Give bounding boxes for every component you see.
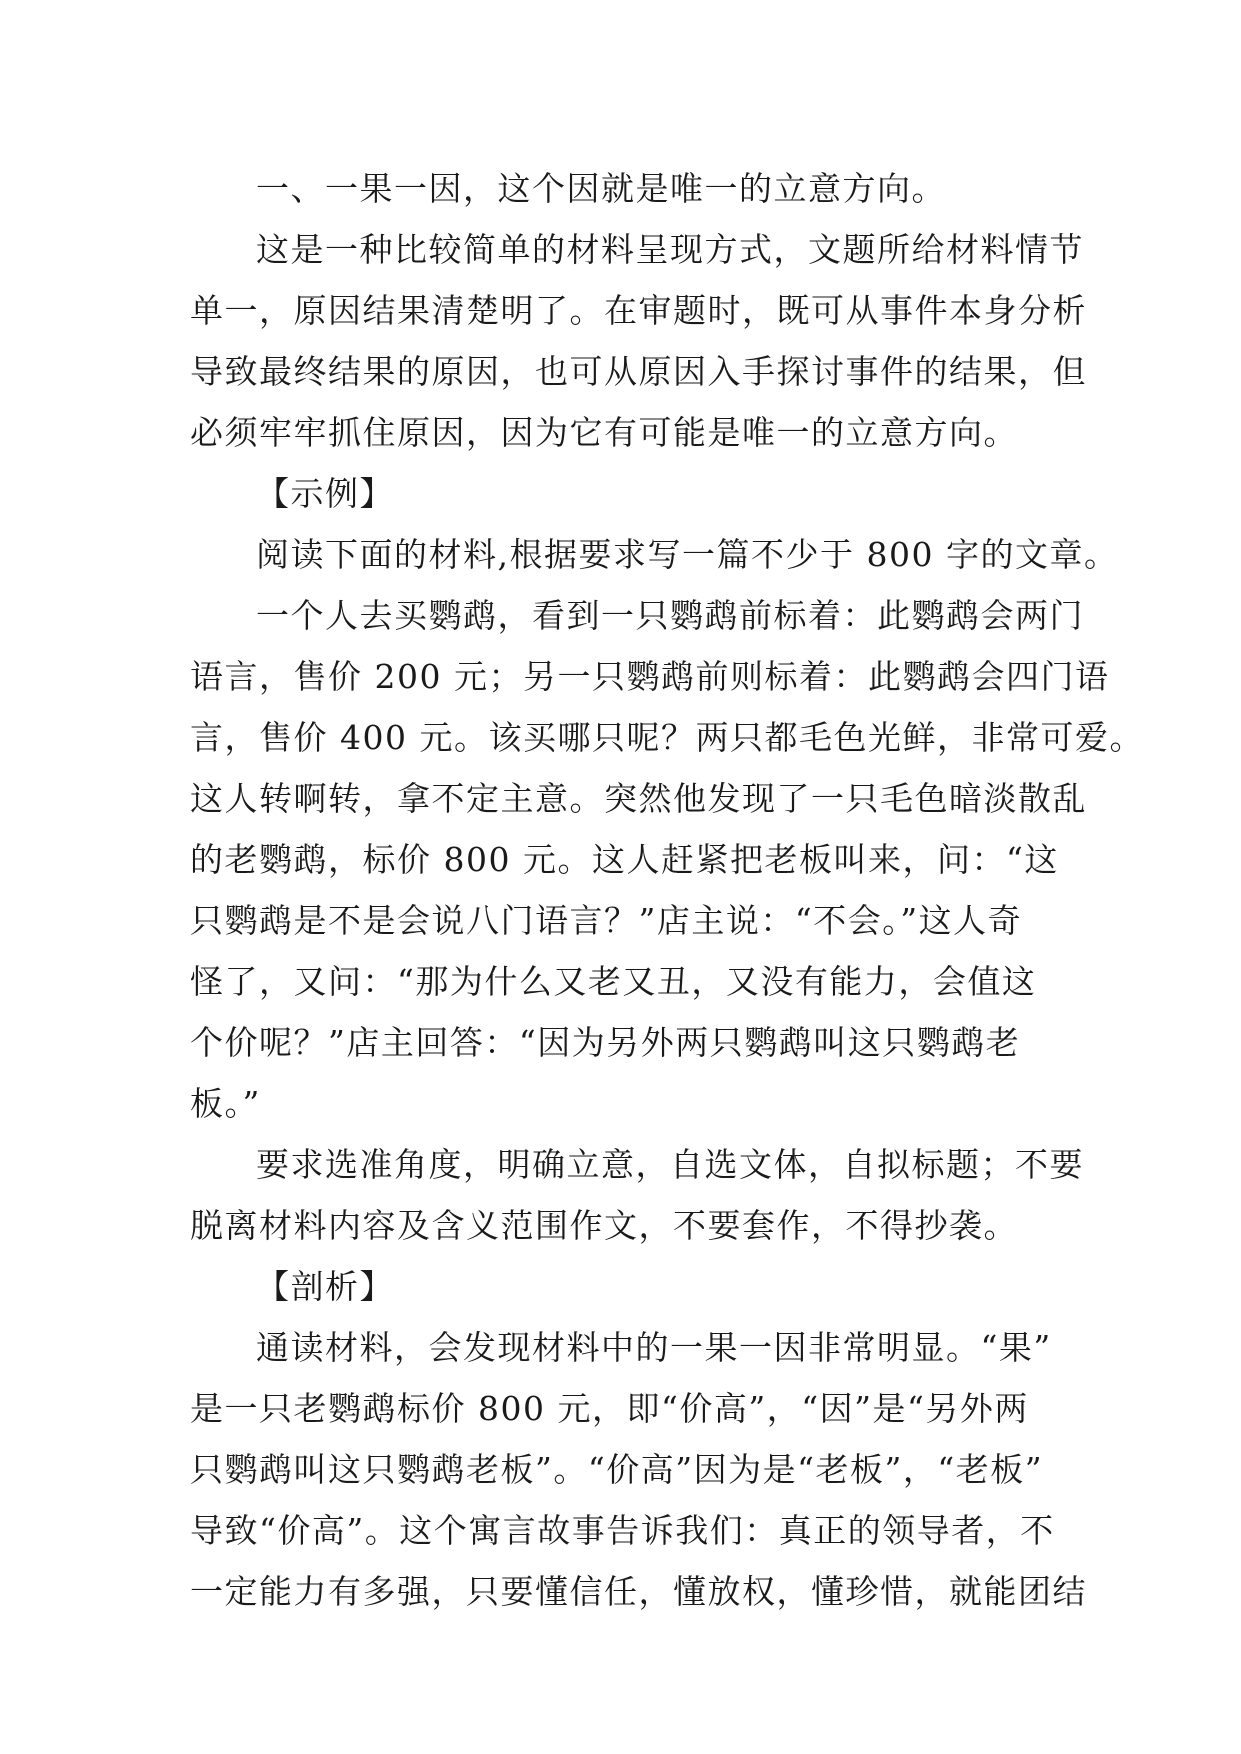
example-label: 【示例】: [256, 474, 394, 513]
paragraph-line: 一定能力有多强，只要懂信任，懂放权，懂珍惜，就能团结: [190, 1572, 1087, 1611]
paragraph-line: 阅读下面的材料,根据要求写一篇不少于 800 字的文章。: [256, 535, 1119, 574]
paragraph-line: 语言，售价 200 元；另一只鹦鹉前则标着：此鹦鹉会四门语: [190, 657, 1110, 696]
paragraph-line: 言，售价 400 元。该买哪只呢？两只都毛色光鲜，非常可爱。: [190, 718, 1144, 757]
section-heading: 一、一果一因，这个因就是唯一的立意方向。: [256, 169, 946, 208]
paragraph-line: 怪了，又问：“那为什么又老又丑，又没有能力，会值这: [190, 962, 1037, 1001]
paragraph-line: 这是一种比较简单的材料呈现方式，文题所给材料情节: [256, 230, 1084, 269]
paragraph-line: 只鹦鹉叫这只鹦鹉老板”。“价高”因为是“老板”，“老板”: [190, 1450, 1044, 1489]
paragraph-line: 导致“价高”。这个寓言故事告诉我们：真正的领导者，不: [190, 1511, 1055, 1550]
paragraph-line: 通读材料，会发现材料中的一果一因非常明显。“果”: [256, 1328, 1052, 1367]
document-page: [190, 158, 1144, 1622]
paragraph-line: 这人转啊转，拿不定主意。突然他发现了一只毛色暗淡散乱: [190, 779, 1087, 818]
paragraph-line: 只鹦鹉是不是会说八门语言？”店主说：“不会。”这人奇: [190, 901, 1023, 940]
analysis-label: 【剖析】: [256, 1267, 394, 1306]
paragraph-line: 单一，原因结果清楚明了。在审题时，既可从事件本身分析: [190, 291, 1087, 330]
paragraph-line: 导致最终结果的原因，也可从原因入手探讨事件的结果，但: [190, 352, 1087, 391]
paragraph-line: 的老鹦鹉，标价 800 元。这人赶紧把老板叫来，问：“这: [190, 840, 1059, 879]
paragraph-line: 板。”: [190, 1084, 261, 1123]
paragraph-line: 要求选准角度，明确立意，自选文体，自拟标题；不要: [256, 1145, 1084, 1184]
paragraph-line: 脱离材料内容及含义范围作文，不要套作，不得抄袭。: [190, 1206, 1018, 1245]
paragraph-line: 必须牢牢抓住原因，因为它有可能是唯一的立意方向。: [190, 413, 1018, 452]
paragraph-line: 一个人去买鹦鹉，看到一只鹦鹉前标着：此鹦鹉会两门: [256, 596, 1084, 635]
paragraph-line: 是一只老鹦鹉标价 800 元，即“价高”，“因”是“另外两: [190, 1389, 1029, 1428]
paragraph-line: 个价呢？”店主回答：“因为另外两只鹦鹉叫这只鹦鹉老: [190, 1023, 1021, 1062]
